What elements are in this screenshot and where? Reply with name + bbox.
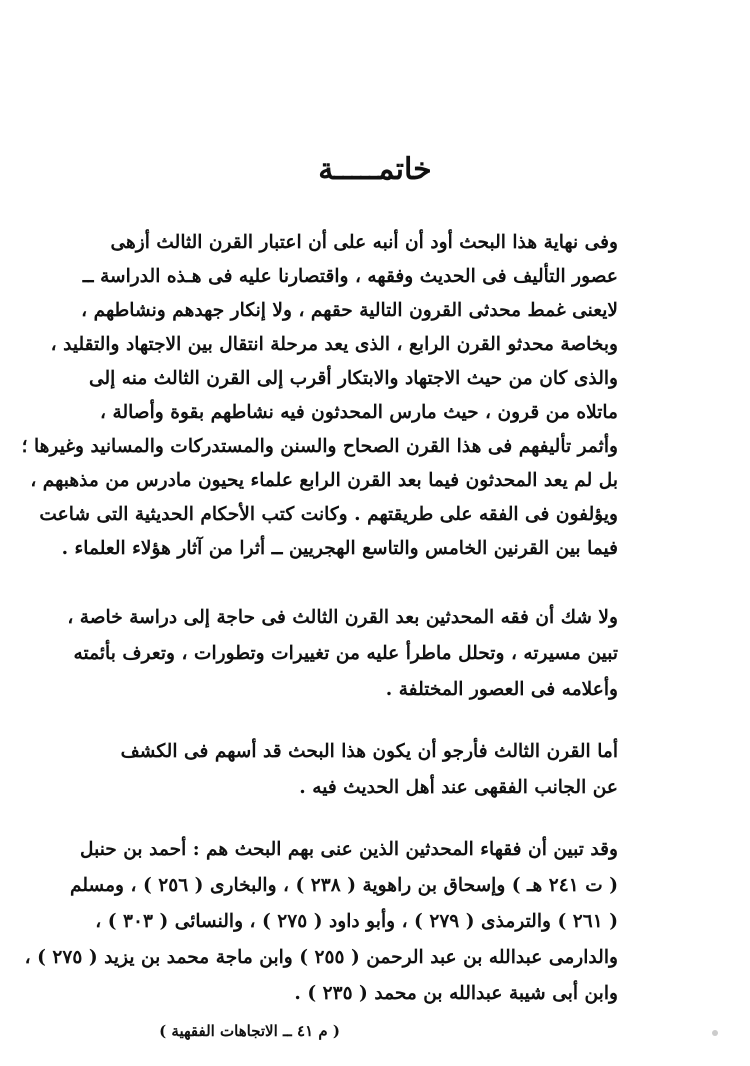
text-line: ماتلاه من قرون ، حيث مارس المحدثون فيه نشاطهم بقوة وأصالة ، [100, 402, 618, 423]
text-line: وفى نهاية هذا البحث أود أن أنبه على أن اعتبار القرن الثالث أزهى [110, 232, 618, 253]
text-line: لايعنى غمط محدثى القرون التالية حقهم ، ولا إنكار جهدهم ونشاطهم ، [81, 300, 618, 321]
text-line: ( ٢٦١ ) والترمذى ( ٢٧٩ ) ، وأبو داود ( ٢٧٥ ) ، والنسائى ( ٣٠٣ ) ، [95, 911, 618, 932]
paper-speck [712, 1030, 718, 1036]
text-line: بل لم يعد المحدثون فيما بعد القرن الرابع علماء يحيون مادرس من مذهبهم ، [30, 470, 618, 491]
text-line: عن الجانب الفقهى عند أهل الحديث فيه . [299, 777, 618, 798]
paragraph-3 [120, 734, 618, 806]
text-line: أما القرن الثالث فأرجو أن يكون هذا البحث قد أسهم فى الكشف [120, 741, 618, 762]
text-line: ويؤلفون فى الفقه على طريقتهم . وكانت كتب الأحكام الحديثية التى شاعت [39, 504, 618, 525]
page-title: خاتمـــــة [318, 152, 432, 187]
text-line: وأعلامه فى العصور المختلفة . [385, 679, 618, 700]
text-line: وبخاصة محدثو القرن الرابع ، الذى يعد مرحلة انتقال بين الاجتهاد والتقليد ، [50, 334, 618, 355]
text-line: ( ت ٢٤١ هـ ) وإسحاق بن راهوية ( ٢٣٨ ) ، والبخارى ( ٢٥٦ ) ، ومسلم [69, 875, 618, 896]
paragraph-2 [67, 600, 618, 708]
paragraph-1 [21, 226, 618, 566]
text-line: والدارمى عبدالله بن عبد الرحمن ( ٢٥٥ ) وابن ماجة محمد بن يزيد ( ٢٧٥ ) ، [24, 947, 618, 968]
text-line: وأثمر تأليفهم فى هذا القرن الصحاح والسنن والمستدركات والمسانيد وغيرها ؛ [21, 436, 618, 457]
text-line: تبين مسيرته ، وتحلل ماطرأ عليه من تغييرات وتطورات ، وتعرف بأئمته [73, 643, 618, 664]
text-line: وابن أبى شيبة عبدالله بن محمد ( ٢٣٥ ) . [294, 983, 618, 1004]
text-line: وقد تبين أن فقهاء المحدثين الذين عنى بهم البحث هم : أحمد بن حنبل [80, 839, 618, 860]
text-line: والذى كان من حيث الاجتهاد والابتكار أقرب إلى القرن الثالث منه إلى [88, 368, 618, 389]
page-footer: ( م ٤١ ــ الاتجاهات الفقهية ) [159, 1022, 340, 1040]
text-line: عصور التأليف فى الحديث وفقهه ، واقتصارنا عليه فى هـذه الدراسة ــ [82, 266, 618, 287]
paragraph-4 [24, 832, 618, 1012]
text-line: ولا شك أن فقه المحدثين بعد القرن الثالث فى حاجة إلى دراسة خاصة ، [67, 607, 618, 628]
text-line: فيما بين القرنين الخامس والتاسع الهجريين ــ أثرا من آثار هؤلاء العلماء . [61, 538, 618, 559]
